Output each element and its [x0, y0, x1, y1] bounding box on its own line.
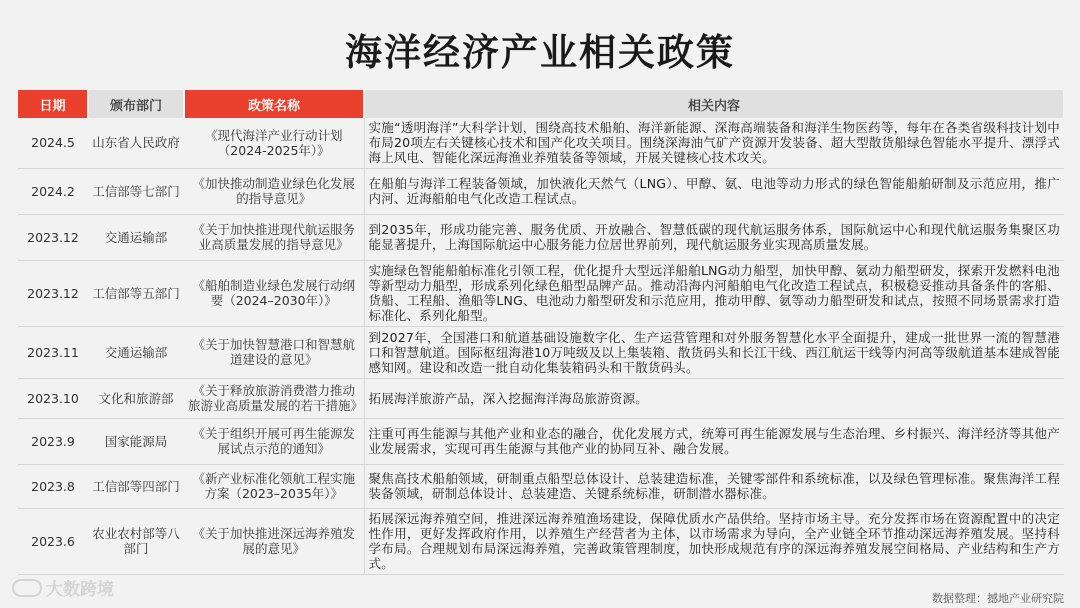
row-date: 2023.8 [18, 464, 88, 508]
row-content: 实施绿色智能船舶标准化引领工程，优化提升大型远洋船舶LNG动力船型，加快甲醇、氨动力船型研发，探索开发燃料电池等新型动力船型，形成系列化绿色船型品牌产品。推动沿海内河船舶电气化改造工程试点，积极稳妥推动具备条件的客船、货船、工程船、渔船等LNG、电池动力船型研发和示范应用，推动甲醇、氨等动力船型研发和试点，按照不同场景需求打造标准化、系列化船型。 [364, 260, 1064, 326]
table-row [18, 418, 1064, 464]
source-note: 数据整理：撼地产业研究院 [932, 592, 1064, 605]
row-dept: 工信部等七部门 [88, 168, 184, 214]
row-dept: 农业农村部等八部门 [88, 508, 184, 574]
logo-icon [12, 579, 42, 597]
table-row [18, 378, 1064, 418]
row-date: 2023.11 [18, 326, 88, 378]
header-date: 日期 [18, 90, 88, 118]
row-dept: 交通运输部 [88, 326, 184, 378]
header-content: 相关内容 [364, 90, 1064, 118]
row-content: 注重可再生能源与其他产业和业态的融合，优化发展方式，统筹可再生能源发展与生态治理、乡村振兴、海洋经济等其他产业发展需求，实现可再生能源与其他产业的协同互补、融合发展。 [364, 418, 1064, 464]
row-dept: 国家能源局 [88, 418, 184, 464]
row-policy-name: 《关于加快推进现代航运服务业高质量发展的指导意见》 [184, 214, 364, 260]
row-policy-name: 《加快推动制造业绿色化发展的指导意见》 [184, 168, 364, 214]
row-dept: 工信部等五部门 [88, 260, 184, 326]
row-date: 2023.10 [18, 378, 88, 418]
row-policy-name: 《船舶制造业绿色发展行动纲要（2024–2030年）》 [184, 260, 364, 326]
watermark-logo [12, 575, 114, 600]
row-content: 拓展海洋旅游产品，深入挖掘海洋海岛旅游资源。 [364, 378, 1064, 418]
row-date: 2023.9 [18, 418, 88, 464]
row-content: 聚焦高技术船舶领域，研制重点船型总体设计、总装建造标准，关键零部件和系统标准，以及绿色管理标准。聚焦海洋工程装备领域，研制总体设计、总装建造、关键系统标准，研制潜水器标准。 [364, 464, 1064, 508]
row-dept: 山东省人民政府 [88, 118, 184, 168]
table-row [18, 168, 1064, 214]
row-dept: 交通运输部 [88, 214, 184, 260]
row-policy-name: 《关于加快智慧港口和智慧航道建设的意见》 [184, 326, 364, 378]
row-dept: 工信部等四部门 [88, 464, 184, 508]
row-date: 2023.6 [18, 508, 88, 574]
row-content: 实施“透明海洋”大科学计划，围绕高技术船舶、海洋新能源、深海高端装备和海洋生物医药等，每年在各类省级科技计划中布局20项左右关键核心技术和国产化攻关项目。围绕深海油气矿产资源开发装备、超大型散货船绿色智能水平提升、漂浮式海上风电、智能化深远海渔业养殖装备等领域，开展关键核心技术攻关。 [364, 118, 1064, 168]
row-content: 拓展深远海养殖空间，推进深远海养殖渔场建设，保障优质水产品供给。坚持市场主导。充分发挥市场在资源配置中的决定性作用，更好发挥政府作用，以养殖生产经营者为主体，以市场需求为导向，全产业链全环节推动深远海养殖发展。坚持科学布局。合理规划布局深远海养殖，完善政策管理制度，加快形成规范有序的深远海养殖发展空间格局、产业结构和生产方式。 [364, 508, 1064, 574]
row-date: 2023.12 [18, 214, 88, 260]
row-content: 在船舶与海洋工程装备领域，加快液化天然气（LNG）、甲醇、氨、电池等动力形式的绿色智能船舶研制及示范应用，推广内河、近海船舶电气化改造工程试点。 [364, 168, 1064, 214]
table-row [18, 118, 1064, 168]
logo-text: 大数跨境 [46, 580, 114, 600]
table-row [18, 260, 1064, 326]
row-policy-name: 《关于释放旅游消费潜力推动旅游业高质量发展的若干措施》 [184, 378, 364, 418]
page-title: 海洋经济产业相关政策 [345, 31, 735, 74]
table-row [18, 214, 1064, 260]
row-date: 2024.5 [18, 118, 88, 168]
header-name: 政策名称 [184, 90, 364, 118]
row-policy-name: 《关于加快推进深远海养殖发展的意见》 [184, 508, 364, 574]
table-row [18, 508, 1064, 574]
table-header-row [18, 90, 1064, 118]
row-policy-name: 《新产业标准化领航工程实施方案（2023–2035年）》 [184, 464, 364, 508]
table-row [18, 464, 1064, 508]
row-date: 2023.12 [18, 260, 88, 326]
policy-table [18, 90, 1065, 575]
row-content: 到2027年，全国港口和航道基础设施数字化、生产运营管理和对外服务智慧化水平全面提升，建成一批世界一流的智慧港口和智慧航道。国际枢纽海港10万吨级及以上集装箱、散货码头和长江干线、西江航运干线等内河高等级航道基本建成智能感知网。建设和改造一批自动化集装箱码头和干散货码头。 [364, 326, 1064, 378]
header-dept: 颁布部门 [88, 90, 184, 118]
table-row [18, 326, 1064, 378]
row-policy-name: 《现代海洋产业行动计划（2024-2025年）》 [184, 118, 364, 168]
row-content: 到2035年，形成功能完善、服务优质、开放融合、智慧低碳的现代航运服务体系，国际航运中心和现代航运服务集聚区功能显著提升，上海国际航运中心服务能力位居世界前列，现代航运服务业实现高质量发展。 [364, 214, 1064, 260]
row-policy-name: 《关于组织开展可再生能源发展试点示范的通知》 [184, 418, 364, 464]
row-dept: 文化和旅游部 [88, 378, 184, 418]
row-date: 2024.2 [18, 168, 88, 214]
